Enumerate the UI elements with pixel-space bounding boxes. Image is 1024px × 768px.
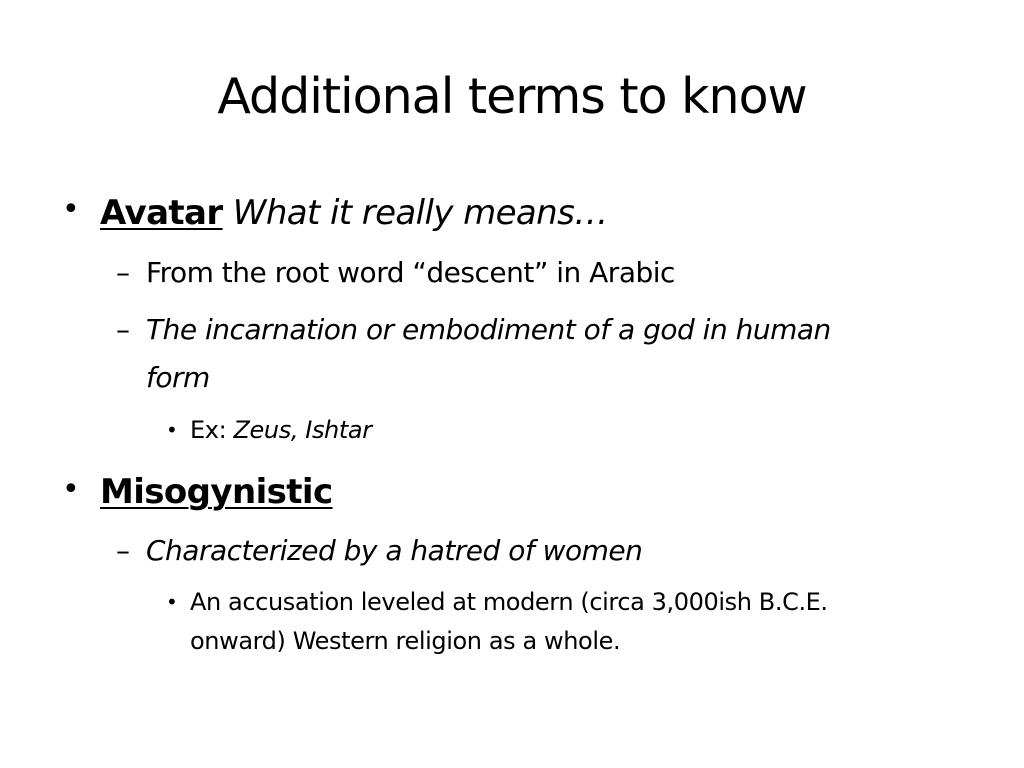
bullet-icon: •	[62, 192, 80, 227]
dash-icon: –	[116, 256, 130, 289]
bullet-icon: •	[62, 472, 80, 507]
dash-icon: –	[116, 534, 130, 567]
bullet-icon: •	[166, 590, 178, 614]
examples-prefix: Ex:	[190, 416, 227, 444]
misogynistic-definition: Characterized by a hatred of women	[146, 534, 643, 567]
avatar-root-word: From the root word “descent” in Arabic	[146, 256, 675, 289]
dash-icon: –	[116, 313, 130, 346]
term-misogynistic: Misogynistic	[100, 472, 333, 512]
avatar-examples	[190, 416, 372, 444]
avatar-definition-line2: form	[146, 361, 210, 394]
bullet-item-avatar	[100, 193, 608, 233]
misogynistic-detail-line2: onward) Western religion as a whole.	[190, 627, 621, 655]
term-avatar: Avatar	[100, 193, 223, 233]
bullet-icon: •	[166, 418, 178, 442]
avatar-tagline: What it really means…	[232, 193, 608, 233]
avatar-definition-line1: The incarnation or embodiment of a god in human	[146, 313, 831, 346]
examples-list: Zeus, Ishtar	[233, 416, 372, 444]
misogynistic-detail-line1: An accusation leveled at modern (circa 3,000ish B.C.E.	[190, 588, 828, 616]
slide-title: Additional terms to know	[217, 68, 807, 125]
bullet-item-misogynistic	[100, 472, 333, 512]
